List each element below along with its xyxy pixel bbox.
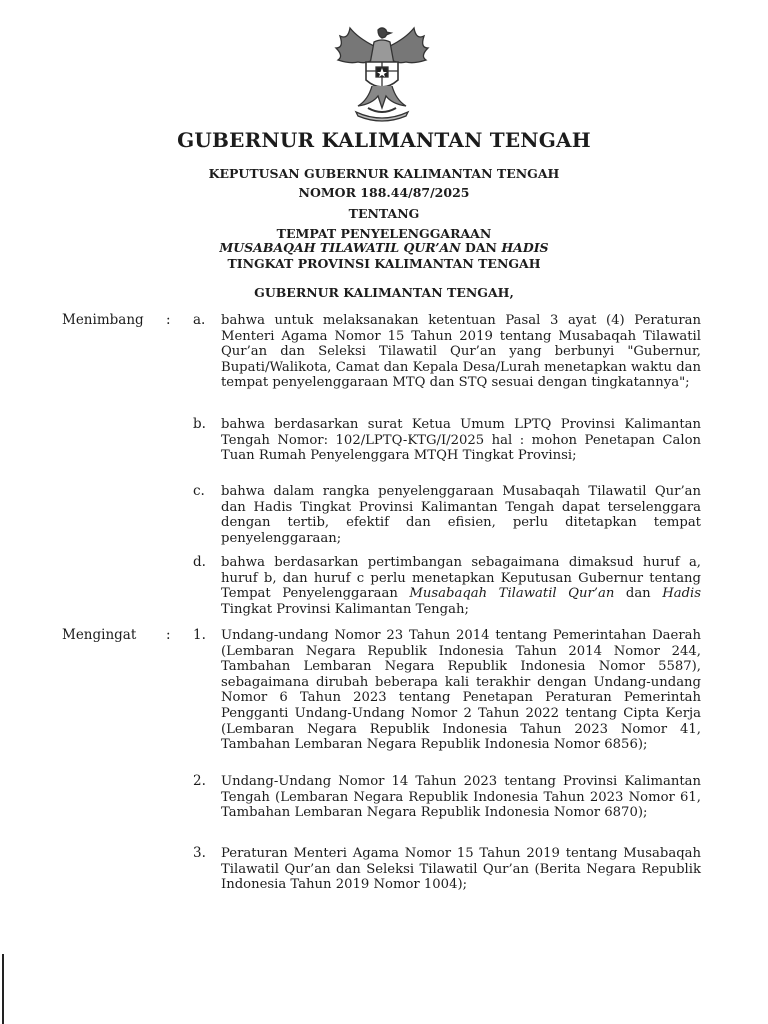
item-text — [221, 555, 701, 617]
about-heading: TENTANG — [348, 206, 420, 221]
item-text: bahwa dalam rangka penyelenggaraan Musabaqah Tilawatil Qur’an dan Hadis Tingkat Provinsi Kalimantan Tengah dapat terselenggara dengan tertib, efektif dan efisien, perlu ditetapkan tempat penyelenggaraan; — [221, 484, 701, 546]
item-marker: d. — [193, 554, 206, 570]
item-text: bahwa berdasarkan surat Ketua Umum LPTQ Provinsi Kalimantan Tengah Nomor: 102/LPTQ-KTG/I/2025 hal : mohon Penetapan Calon Tuan Rumah Penyelenggara MTQH Tingkat Provinsi; — [221, 417, 701, 464]
mengingat-colon: : — [166, 627, 171, 643]
item-marker: 2. — [193, 773, 206, 789]
subject-line-1: TEMPAT PENYELENGGARAAN — [276, 226, 492, 241]
decree-number: NOMOR 188.44/87/2025 — [298, 185, 470, 200]
item-italic-part: Musabaqah Tilawatil Qur’an — [409, 586, 615, 602]
subject-italic-a: MUSABAQAH TILAWATIL QUR’AN — [219, 240, 461, 255]
decree-title: KEPUTUSAN GUBERNUR KALIMANTAN TENGAH — [208, 166, 560, 181]
mengingat-label: Mengingat — [62, 627, 137, 643]
subject-line-2 — [0, 240, 768, 256]
subject-italic-b: HADIS — [501, 240, 549, 255]
opener-heading: GUBERNUR KALIMANTAN TENGAH, — [254, 285, 514, 300]
garuda-emblem-icon — [328, 24, 436, 124]
item-text-part: bahwa berdasarkan pertimbangan sebagaimana dimaksud huruf a, huruf b, dan huruf c perlu menetapkan Keputusan Gubernur tentang Tempat Penyelenggaraan — [221, 555, 701, 602]
item-marker: c. — [193, 483, 205, 499]
item-text-part: Tingkat Provinsi Kalimantan Tengah; — [221, 601, 469, 617]
scan-margin-mark — [2, 954, 4, 1024]
item-text-part: dan — [614, 586, 663, 602]
item-marker: b. — [193, 416, 206, 432]
item-marker: 1. — [193, 627, 206, 643]
item-marker: 3. — [193, 845, 206, 861]
governor-title: GUBERNUR KALIMANTAN TENGAH — [177, 128, 591, 152]
item-text: Undang-undang Nomor 23 Tahun 2014 tentang Pemerintahan Daerah (Lembaran Negara Republik Indonesia Tahun 2014 Nomor 244, Tambahan Lembaran Negara Republik Indonesia Nomor 5587), sebagaimana dirubah beberapa kali terakhir dengan Undang-undang Nomor 6 Tahun 2023 tentang Penetapan Peraturan Pemerintah Pengganti Undang-Undang Nomor 2 Tahun 2022 tentang Cipta Kerja (Lembaran Negara Republik Indonesia Tahun 2023 Nomor 41, Tambahan Lembaran Negara Republik Indonesia Nomor 6856); — [221, 628, 701, 753]
item-marker: a. — [193, 312, 206, 328]
menimbang-label: Menimbang — [62, 312, 144, 328]
menimbang-colon: : — [166, 312, 171, 328]
subject-conjunction: DAN — [460, 240, 502, 255]
item-text: Peraturan Menteri Agama Nomor 15 Tahun 2019 tentang Musabaqah Tilawatil Qur’an dan Seleksi Tilawatil Qur’an (Berita Negara Republik Indonesia Tahun 2019 Nomor 1004); — [221, 846, 701, 893]
item-text: bahwa untuk melaksanakan ketentuan Pasal 3 ayat (4) Peraturan Menteri Agama Nomor 15 Tahun 2019 tentang Musabaqah Tilawatil Qur’an dan Seleksi Tilawatil Qur’an yang berbunyi "Gubernur, Bupati/Walikota, Camat dan Kepala Desa/Lurah menetapkan waktu dan tempat penyelenggaraan MTQ dan STQ sesuai dengan tingkatannya"; — [221, 313, 701, 391]
item-italic-part: Hadis — [662, 586, 702, 602]
item-text: Undang-Undang Nomor 14 Tahun 2023 tentang Provinsi Kalimantan Tengah (Lembaran Negara Republik Indonesia Tahun 2023 Nomor 61, Tambahan Lembaran Negara Republik Indonesia Nomor 6870); — [221, 774, 701, 821]
subject-line-3: TINGKAT PROVINSI KALIMANTAN TENGAH — [227, 256, 541, 271]
